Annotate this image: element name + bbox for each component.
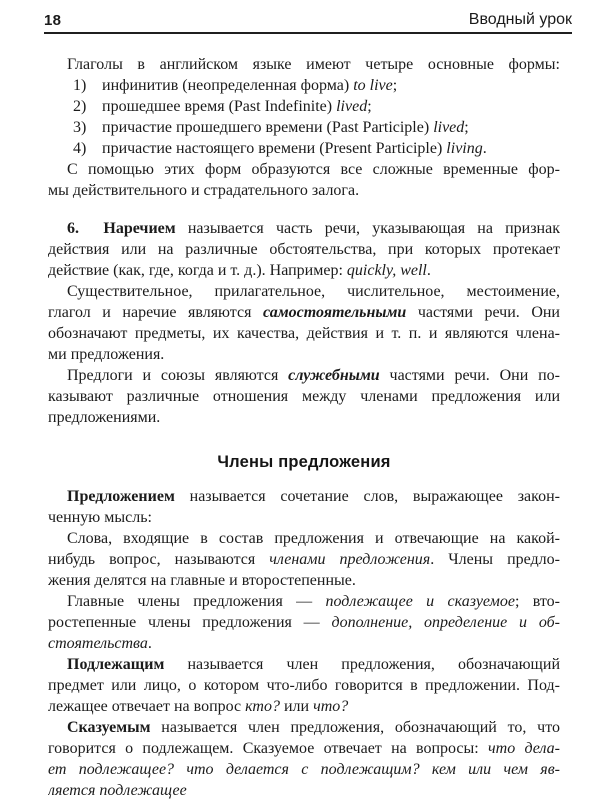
text-line [48,486,560,507]
text-line [48,239,560,260]
text-run: что дела- [488,740,560,757]
text-run: предмет или лицо, о котором что-либо говорится в предложении. Под- [48,677,560,694]
text-line [48,738,560,759]
text-line [48,407,560,428]
text-line [48,365,560,386]
text-run: причастие прошедшего времени (Past Participle) [102,119,434,136]
text-line [48,570,560,591]
running-title: Вводный урок [468,11,572,28]
text-run: 6. Наречием [67,220,176,237]
text-run: частями речи. Они по- [379,367,560,384]
text-run: Слова, входящие в состав предложения и отвечающие на какой- [67,530,560,547]
text-line [48,159,560,180]
text-run: ми предложения. [48,346,165,363]
text-run: мы действительного и страдательного залога. [48,182,360,199]
paragraph-gap [48,428,560,452]
text-run: называется часть речи, указывающая на признак [175,220,560,237]
text-line [48,528,560,549]
text-run: глагол и наречие являются [48,304,263,321]
text-line [48,633,560,654]
text-run: ; вто- [514,593,560,610]
text-line [48,323,560,344]
text-run: ет подлежащее? что делается с подлежащим? кем или чем яв- [48,761,560,778]
text-run: Подлежащим [67,656,165,673]
list-item-line [48,96,560,117]
text-line [48,612,560,633]
text-run: . [426,262,431,279]
text-run: действие (как, где, когда и т. д.). Например: [48,262,347,279]
text-line [48,675,560,696]
text-run: предложениями. [48,409,161,426]
text-line [48,780,560,801]
text-run: ченную мысль: [48,509,152,526]
text-run: . Члены предло- [430,551,560,568]
text-line [48,654,560,675]
text-run: Сказуемым [67,719,151,736]
page-header [44,10,572,34]
list-item-line [48,117,560,138]
text-run: самостоятельными [263,304,407,321]
text-line [48,281,560,302]
list-item-line [48,75,560,96]
text-line [48,549,560,570]
text-run: говорится о подлежащем. Сказуемое отвечает на вопросы: [48,740,489,757]
text-line [48,507,560,528]
text-line [48,344,560,365]
text-run: что? [313,698,349,715]
page-number: 18 [44,12,62,29]
text-run: С помощью этих форм образуются все сложные временные фор- [67,161,560,178]
text-line [48,302,560,323]
text-run: ; [367,98,372,115]
text-run: прошедшее время (Past Indefinite) [102,98,337,115]
page-body [48,54,560,801]
list-marker: 4) [73,140,87,157]
text-run: лежащее отвечает на вопрос [48,698,246,715]
text-run: . [147,635,152,652]
text-line [48,696,560,717]
text-run: подлежащее и сказуемое [325,593,515,610]
text-run: служебными [288,367,380,384]
text-run: называется член предложения, обозначающий то, что [150,719,560,736]
text-run: ляется подлежащее [48,782,187,799]
text-run: называется член предложения, обозначающий [164,656,560,673]
text-run: или [279,698,314,715]
text-run: to live [353,77,393,94]
text-run: Предлоги и союзы являются [67,367,289,384]
text-line [48,218,560,239]
text-run: действия или на различные обстоятельства, при которых протекает [48,241,560,258]
list-item-line [48,138,560,159]
text-line [48,759,560,780]
text-run: Главные члены предложения — [67,593,326,610]
text-run: Предложением [67,488,175,505]
list-marker: 1) [73,77,87,94]
text-run: называется сочетание слов, выражающее закон- [174,488,560,505]
text-line [48,591,560,612]
text-run: членами предложения [269,551,431,568]
text-run: Существительное, прилагательное, числительное, местоимение, [67,283,560,300]
text-run: обозначают предметы, их качества, действия и т. п. и являются члена- [48,325,560,342]
text-run: стоятельства [48,635,148,652]
text-run: ; [392,77,398,94]
text-run: ростепенные члены предложения — [48,614,332,631]
text-line [48,180,560,201]
text-line [48,260,560,281]
list-marker: 2) [73,98,87,115]
text-run: частями речи. Они [406,304,560,321]
section-heading: Члены предложения [217,453,391,471]
text-line [48,386,560,407]
text-run: причастие настоящего времени (Present Participle) [102,140,447,157]
text-run: lived [433,119,465,136]
text-run: кто? [245,698,280,715]
text-run: living [446,140,483,157]
text-run: . [482,140,487,157]
text-run: quickly, well [346,262,427,279]
text-run: казывают различные отношения между членами предложения или [48,388,560,405]
text-line [48,54,560,75]
text-line [48,717,560,738]
text-run: инфинитив (неопределенная форма) [102,77,354,94]
text-run: нибудь вопрос, называются [48,551,270,568]
text-run: жения делятся на главные и второстепенные. [48,572,356,589]
text-run: дополнение, определение и об- [331,614,560,631]
text-run: lived [336,98,368,115]
text-run: Глаголы в английском языке имеют четыре основные формы: [67,56,560,73]
text-run: ; [464,119,469,136]
list-marker: 3) [73,119,87,136]
paragraph-gap [48,201,560,218]
paragraph-gap [48,473,560,486]
